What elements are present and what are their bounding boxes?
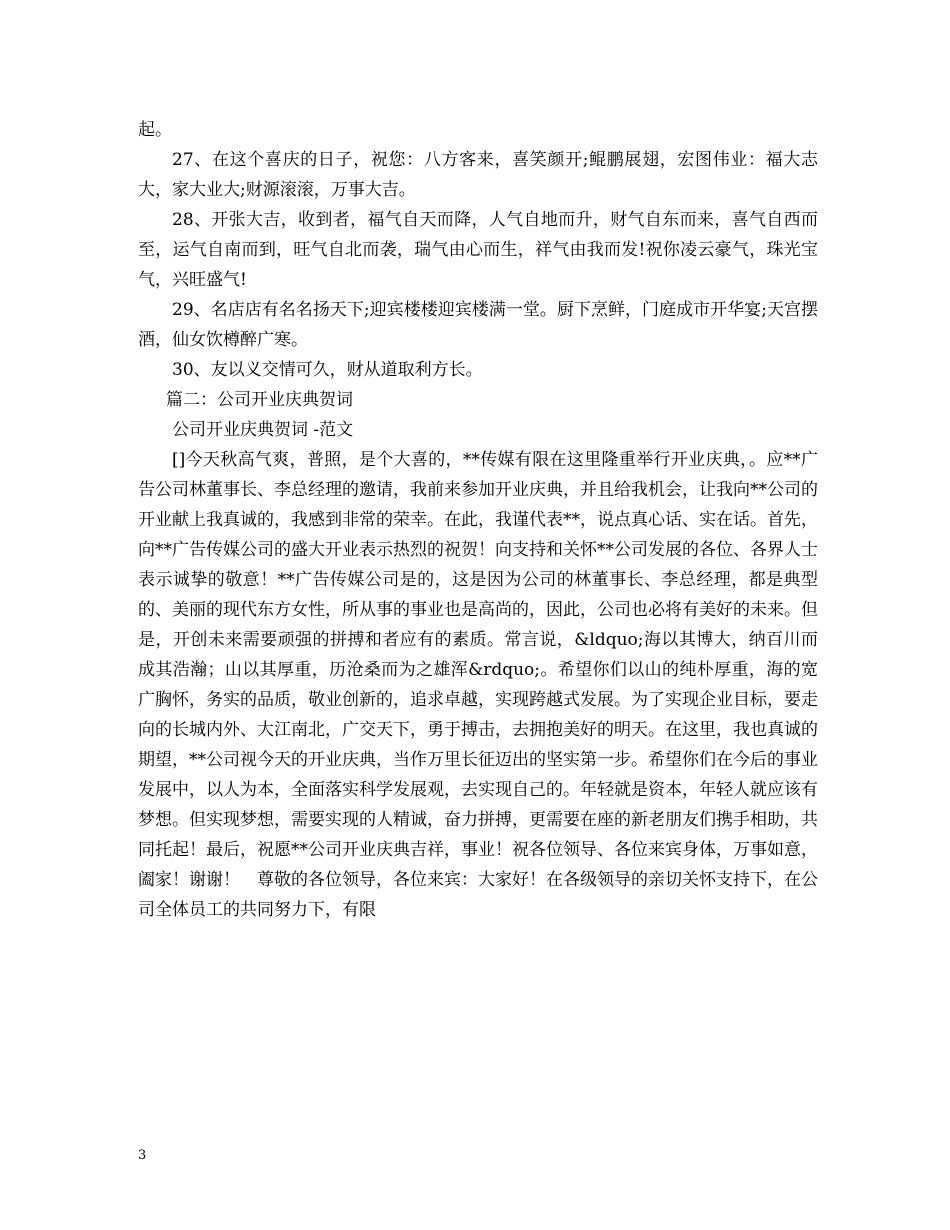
article-title: 公司开业庆典贺词 -范文 [172,420,354,440]
paragraph-item-27: 27、在这个喜庆的日子，祝您：八方客来，喜笑颜开;鲲鹏展翅，宏图伟业：福大志大，家大业大;财源滚滚，万事大吉。 [138,150,818,200]
paragraph-continuation: 起。 [138,120,172,140]
paragraph-item-28: 28、开张大吉，收到者，福气自天而降，人气自地而升，财气自东而来，喜气自西而至，运气自南而到，旺气自北而袭，瑞气由心而生，祥气由我而发!祝你凌云豪气，珠光宝气，兴旺盛气! [138,210,818,290]
paragraph-item-29: 29、名店店有名名扬天下;迎宾楼楼迎宾楼满一堂。厨下烹鲜，门庭成市开华宴;天宫摆酒，仙女饮樽醉广寒。 [138,300,818,350]
section-heading: 篇二：公司开业庆典贺词 [166,390,353,410]
page-number: 3 [138,1148,147,1163]
document-body [138,115,818,925]
paragraph-item-30: 30、友以义交情可久，财从道取利方长。 [172,360,483,380]
article-body: []今天秋高气爽，普照，是个大喜的，**传媒有限在这里隆重举行开业庆典，。应**广告公司林董事长、李总经理的邀请，我前来参加开业庆典，并且给我机会，让我向**公司的开业献上我真诚的，我感到非常的荣幸。在此，我谨代表**，说点真心话、实在话。首先，向**广告传媒公司的盛大开业表示热烈的祝贺！向支持和关怀**公司发展的各位、各界人士表示诚挚的敬意！**广告传媒公司是的，这是因为公司的林董事长、李总经理，都是典型的、美丽的现代东方女性，所从事的事业也是高尚的，因此，公司也必将有美好的未来。但是，开创未来需要顽强的拼搏和者应有的素质。常言说，&ldquo;海以其博大，纳百川而成其浩瀚；山以其厚重，历沧桑而为之雄浑&rdquo;。希望你们以山的纯朴厚重，海的宽广胸怀，务实的品质，敬业创新的，追求卓越，实现跨越式发展。为了实现企业目标，要走向的长城内外、大江南北，广交天下，勇于搏击，去拥抱美好的明天。在这里，我也真诚的期望，**公司视今天的开业庆典，当作万里长征迈出的坚实第一步。希望你们在今后的事业发展中，以人为本，全面落实科学发展观，去实现自己的。年轻就是资本，年轻人就应该有梦想。但实现梦想，需要实现的人精诚，奋力拼搏，更需要在座的新老朋友们携手相助，共同托起！最后，祝愿**公司开业庆典吉祥，事业！祝各位领导、各位来宾身体，万事如意，阖家！谢谢！ 尊敬的各位领导，各位来宾：大家好！在各级领导的亲切关怀支持下，在公司全体员工的共同努力下，有限 [138,450,818,920]
